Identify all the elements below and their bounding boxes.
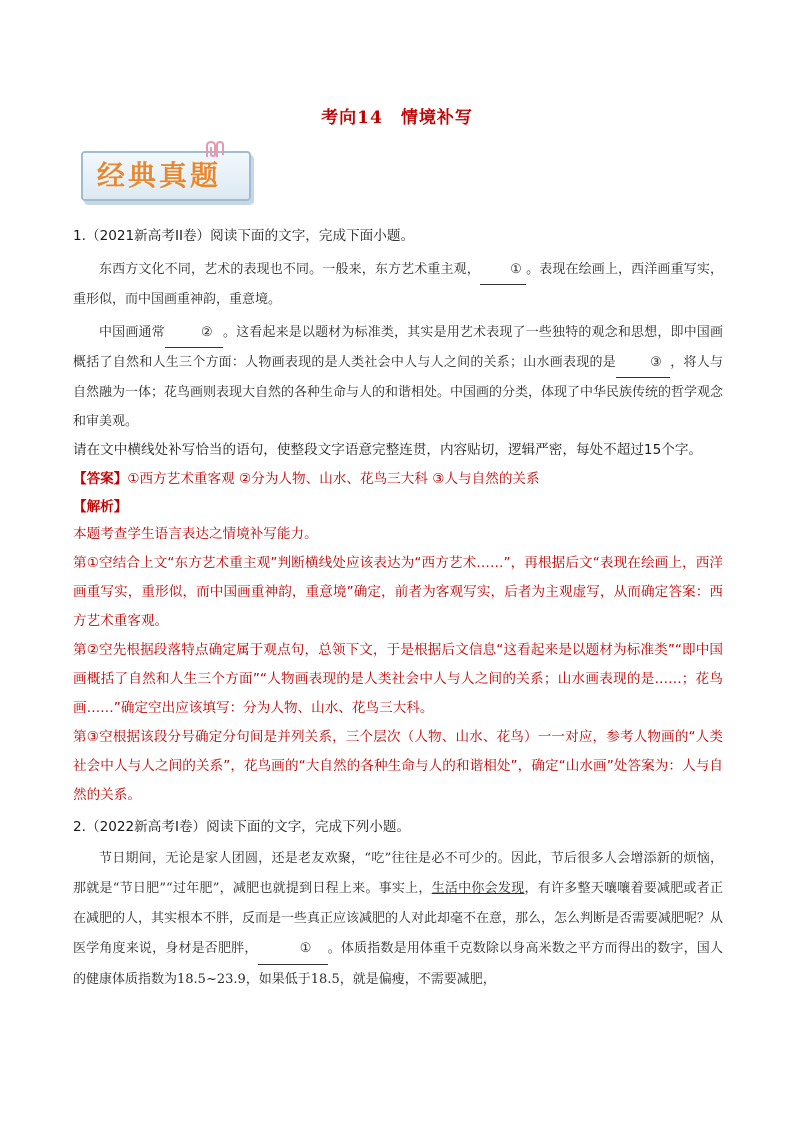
page-title: 考向14 情境补写 bbox=[321, 108, 473, 128]
q1-instruction: 请在文中横线处补写恰当的语句，使整段文字语意完整连贯，内容贴切，逻辑严密，每处不超过15个字。 bbox=[73, 442, 703, 458]
q1-heading: 1.（2021新高考II卷）阅读下面的文字，完成下面小题。 bbox=[73, 228, 415, 244]
q1-analysis-label: 【解析】 bbox=[73, 499, 128, 515]
banner-label: 经典真题 bbox=[97, 159, 222, 192]
q1-analysis-4: 第③空根据该段分号确定分句间是并列关系，三个层次（人物、山水、花鸟）一一对应，参考人物画的“人类社会中人与人之间的关系”，花鸟画的“大自然的各种生命与人的和谐相处”，确定“山水画”处答案为：人与自然的关系。 bbox=[73, 729, 723, 803]
q2-blank-1: ① bbox=[258, 934, 328, 965]
q1-passage-2: 中国画通常 ② 。这看起来是以题材为标准类，其实是用艺术表现了一些独特的观念和思想，即中国画概括了自然和人生三个方面：人物画表现的是人类社会中人与人之间的关系；山水画表现的是 ③ ，将人与自然融为一体；花鸟画则表现大自然的各种生命与人的和谐相处。中国画的分类，体现了中华民族传统的哲学观念和审美观。 bbox=[73, 318, 723, 436]
q1-analysis-3: 第②空先根据段落特点确定属于观点句，总领下文，于是根据后文信息“这看起来是以题材为标准类”“即中国画概括了自然和人生三个方面”“人物画表现的是人类社会中人与人之间的关系；山水画表现的是……；花鸟画……”确定空出应该填写：分为人物、山水、花鸟三大科。 bbox=[73, 642, 723, 716]
question-content bbox=[73, 225, 723, 995]
section-banner bbox=[77, 140, 253, 202]
blank-3: ③ bbox=[616, 348, 670, 378]
q1-analysis-2: 第①空结合上文“东方艺术重主观”判断横线处应该表达为“西方艺术……”，再根据后文“表现在绘画上，西洋画重写实，重形似，而中国画重神韵，重意境”确定，前者为客观写实，后者为主观虚写，从而确定答案：西方艺术重客观。 bbox=[73, 555, 723, 629]
blank-1: ① bbox=[480, 255, 526, 285]
q1-passage-1: 东西方文化不同，艺术的表现也不同。一般来，东方艺术重主观， ① 。表现在绘画上，西洋画重写实，重形似，而中国画重神韵，重意境。 bbox=[73, 255, 723, 314]
q2-heading: 2.（2022新高考I卷）阅读下面的文字，完成下列小题。 bbox=[73, 819, 411, 835]
q2-passage-1: 节日期间，无论是家人团圆，还是老友欢聚，“吃”往往是必不可少的。因此，节后很多人会增添新的烦恼，那就是“节日肥”“过年肥”，减肥也就提到日程上来。事实上，生活中你会发现，有许多整天嚷嚷着要减肥或者正在减肥的人，其实根本不胖，反而是一些真正应该减肥的人对此却毫不在意，那么，怎么判断是否需要减肥呢？从医学角度来说，身材是否肥胖， ① 。体质指数是用体重千克数除以身高米数之平方而得出的数字，国人的健康体质指数为18.5~23.9，如果低于18.5，就是偏瘦，不需要减肥， bbox=[73, 851, 724, 987]
blank-2: ② bbox=[165, 318, 223, 348]
underlined-phrase: 生活中你会发现 bbox=[431, 881, 525, 896]
q1-analysis-1: 本题考查学生语言表达之情境补写能力。 bbox=[73, 526, 318, 542]
q1-answer: 【答案】①西方艺术重客观 ②分为人物、山水、花鸟三大科 ③人与自然的关系 bbox=[73, 471, 540, 487]
